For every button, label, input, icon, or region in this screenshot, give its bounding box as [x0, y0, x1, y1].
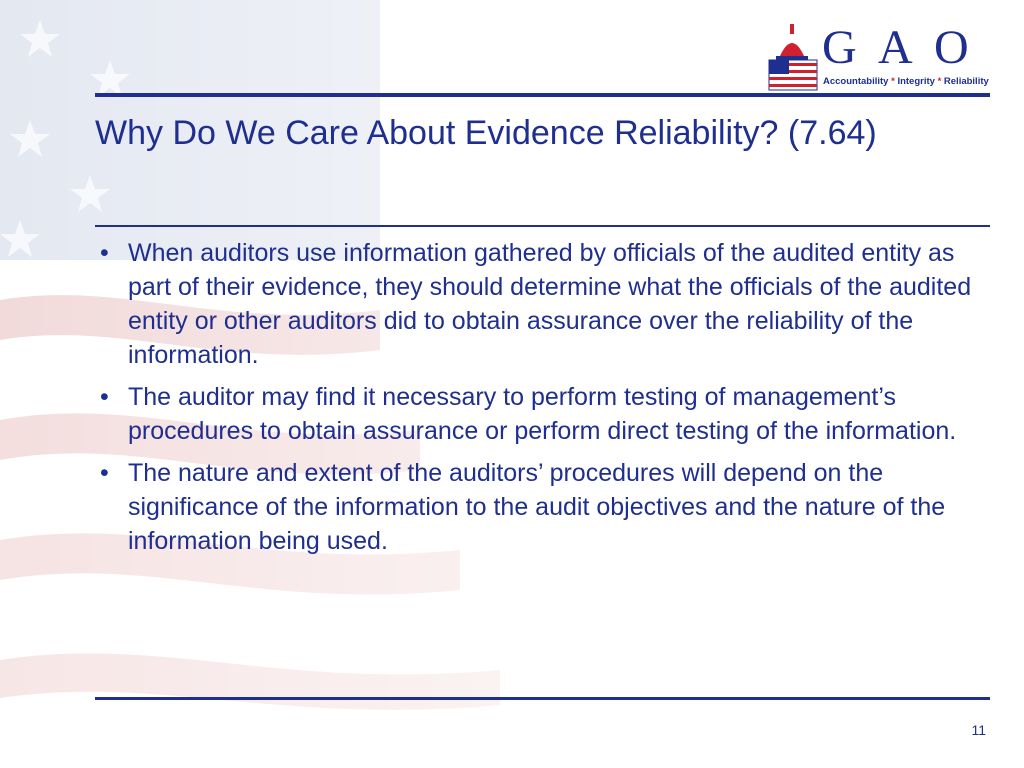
gao-logo [766, 22, 992, 94]
bullet-item [100, 236, 985, 372]
tagline-accountability: Accountability [823, 76, 889, 87]
bullet-text: When auditors use information gathered by officials of the audited entity as part of their evidence, they should determine what the officials of the audited entity or other auditors did to obtain assurance over the reliability of the information. [128, 239, 972, 369]
tagline-integrity: Integrity [897, 76, 935, 87]
bullet-item [100, 456, 985, 558]
bullet-marker: • [100, 239, 109, 267]
tagline-star-1: * [891, 76, 895, 87]
bullet-item [100, 380, 985, 448]
gao-tagline [823, 76, 989, 87]
bullet-list [100, 236, 985, 566]
footer-rule [95, 697, 990, 700]
bullet-text: The auditor may find it necessary to perform testing of management’s procedures to obtain assurance or perform direct testing of the information. [128, 383, 957, 445]
bullet-text: The nature and extent of the auditors’ procedures will depend on the significance of the information to the audit objectives and the nature of the information being used. [128, 459, 946, 555]
title-divider [95, 225, 990, 227]
slide-title: Why Do We Care About Evidence Reliability? (7.64) [95, 114, 877, 152]
header-rule [95, 93, 990, 97]
gao-wordmark: G A O [822, 21, 975, 74]
bullet-marker: • [100, 383, 109, 411]
tagline-star-2: * [937, 76, 942, 87]
bullet-marker: • [100, 459, 109, 487]
page-number: 11 [971, 722, 986, 738]
tagline-reliability: Reliability [943, 76, 989, 87]
capitol-flag-icon [766, 22, 820, 92]
